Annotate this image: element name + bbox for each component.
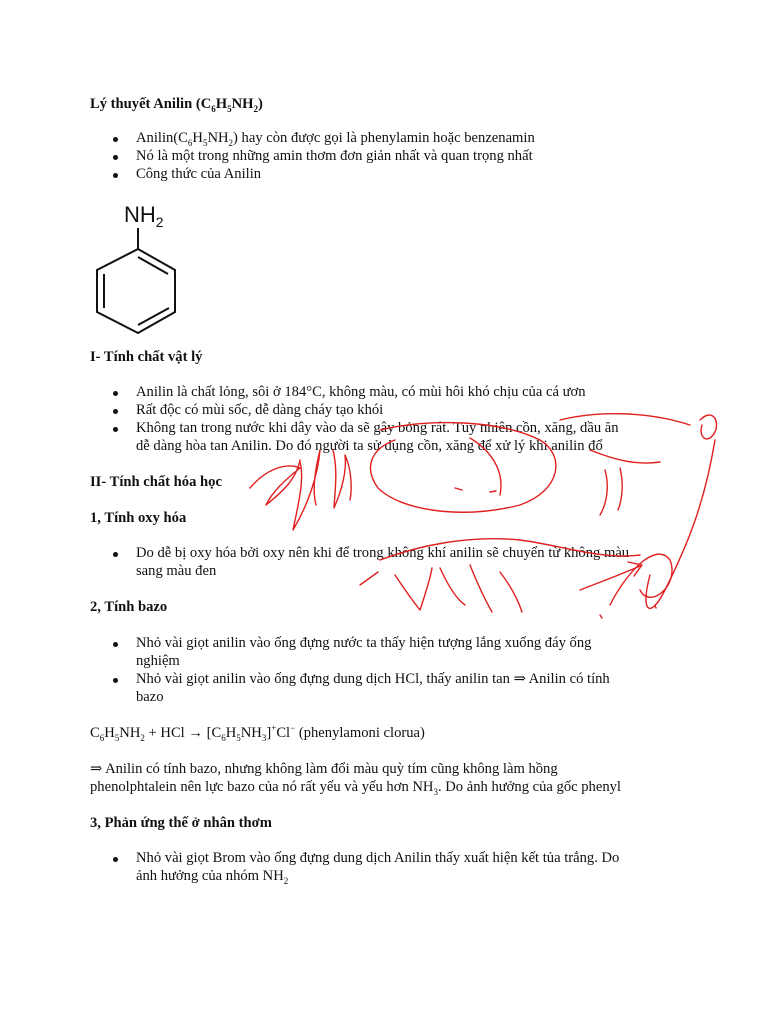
scribble-stroke <box>250 460 300 505</box>
page-title: Lý thuyết Anilin $(C_6H_5NH_2)$ <box>90 96 263 114</box>
scribble-loop <box>610 554 672 605</box>
conclusion-line-2: phenolphtalein nên lực bazo của nó rất yếu và yếu hơn $NH_3$. Do ảnh hưởng của gốc phenyl <box>90 779 621 797</box>
scribble-stroke <box>600 470 607 515</box>
scribble-stroke <box>380 539 640 560</box>
oxidation-bullet-line-2: sang màu đen <box>136 563 217 579</box>
intro-bullet-1: $Anilin(C_6H_5NH_2)$ hay còn được gọi là phenylamin hoặc benzenamin <box>136 130 535 148</box>
subheading-substitution: 3, Phản ứng thế ở nhân thơm <box>90 815 272 831</box>
base-bullet-2-line-2: bazo <box>136 689 164 705</box>
conclusion-line-1: ⇒ Anilin có tính bazo, nhưng không làm đổi màu quỳ tím cũng không làm hồng <box>90 761 558 777</box>
substitution-bullet-line-2: ảnh hưởng của nhóm $NH_2$ <box>136 868 289 886</box>
scribble-stroke <box>590 450 660 463</box>
section-heading-chemical: II- Tính chất hóa học <box>90 474 222 490</box>
scribble-loop <box>371 423 556 513</box>
subheading-base: 2, Tính bazo <box>90 599 168 615</box>
scribble-stroke <box>470 438 501 495</box>
scribble-stroke <box>455 488 496 492</box>
physical-bullet-1: Anilin là chất lỏng, sôi ở 184°C, không màu, có mùi hôi khó chịu của cá ươn <box>136 384 586 400</box>
base-bullet-2-line-1: Nhỏ vài giọt anilin vào ống đựng dung dịch HCl, thấy anilin tan ⇒ Anilin có tính <box>136 671 610 687</box>
scribble-stroke <box>646 440 715 608</box>
amino-group-label: $NH_2$ <box>124 202 164 230</box>
scribble-stroke <box>560 414 690 425</box>
scribble-stroke <box>440 568 465 605</box>
base-bullet-1-line-2: nghiệm <box>136 653 180 669</box>
intro-bullet-3: Công thức của Anilin <box>136 166 262 182</box>
scribble-stroke <box>293 450 320 530</box>
subheading-oxidation: 1, Tính oxy hóa <box>90 510 187 526</box>
section-heading-physical: I- Tính chất vật lý <box>90 349 203 365</box>
scribble-loop <box>700 415 717 439</box>
scribble-stroke <box>580 566 640 590</box>
physical-bullet-3-line-2: dễ dàng hòa tan Anilin. Do đó người ta sử dụng cồn, xăng để xử lý khi anilin đổ <box>136 438 603 454</box>
intro-bullet-2: Nó là một trong những amin thơm đơn giản nhất và quan trọng nhất <box>136 148 533 164</box>
physical-bullet-3-line-1: Không tan trong nước khi dây vào da sẽ gây bỏng rát. Tuy nhiên cồn, xăng, dầu ăn <box>136 420 619 436</box>
substitution-bullet-line-1: Nhỏ vài giọt Brom vào ống đựng dung dịch Anilin thấy xuất hiện kết tủa trắng. Do <box>136 850 620 866</box>
scribble-stroke <box>395 568 432 610</box>
scribble-stroke <box>333 450 351 508</box>
oxidation-bullet-line-1: Do dễ bị oxy hóa bởi oxy nên khi để trong không khí anilin sẽ chuyển từ không màu <box>136 545 630 561</box>
scribble-stroke <box>360 572 378 585</box>
reaction-equation: $C_6H_5NH_2$ + HCl → $[C_6H_5NH_3]^+Cl^-$ (phenylamoni clorua) <box>90 723 425 743</box>
physical-bullet-2: Rất độc có mùi sốc, dễ dàng cháy tạo khói <box>136 402 384 418</box>
scribble-stroke <box>470 565 492 612</box>
scribble-stroke <box>500 572 522 612</box>
scribble-stroke <box>618 468 622 510</box>
base-bullet-1-line-1: Nhỏ vài giọt anilin vào ống đựng nước ta thấy hiện tượng lắng xuống đáy ống <box>136 635 592 651</box>
